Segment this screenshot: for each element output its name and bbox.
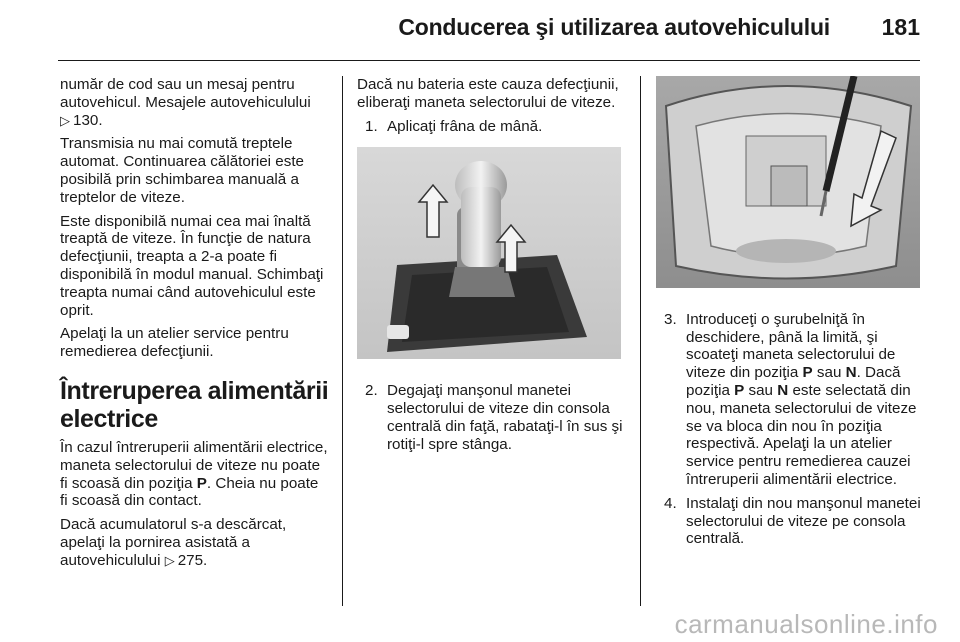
bold-label: P [734, 381, 745, 399]
paragraph-text: număr de cod sau un mesaj pentru autovehicul. Mesajele autovehiculului [60, 76, 311, 111]
step-text: Degajaţi manşonul manetei selectorului de viteze din consola centrală din faţă, rabataţi-l în sus şi rotiţi-l spre stânga. [387, 382, 623, 453]
paragraph: Apelaţi la un atelier service pentru remedierea defecţiunii. [60, 325, 289, 361]
page-reference[interactable]: 275. [177, 551, 208, 569]
step-number: 1. [365, 117, 378, 135]
column-divider [640, 76, 641, 606]
paragraph [60, 516, 330, 569]
step-number: 3. [664, 310, 677, 328]
bold-label: N [777, 381, 789, 399]
gear-selector-illustration [357, 147, 621, 359]
page-reference[interactable]: 130. [73, 111, 103, 129]
arrow-reference-icon: ▷ [60, 112, 70, 128]
column-3 [656, 76, 926, 554]
step-item [664, 495, 926, 548]
header-title: Conducerea şi utilizarea autovehiculului [398, 14, 830, 40]
paragraph [60, 439, 330, 510]
section-heading: Întreruperea alimentării electrice [60, 376, 329, 433]
step-number: 2. [365, 382, 378, 400]
header-rule [58, 60, 920, 61]
paragraph-text: Dacă acumulatorul s-a descărcat, apelaţi la pornirea asistată a autovehiculului [60, 516, 287, 569]
bold-label: P [196, 474, 207, 492]
arrow-reference-icon: ▷ [164, 552, 175, 568]
paragraph-text: . Cheia nu poate fi scoasă din contact. [60, 474, 319, 510]
column-divider [342, 76, 343, 606]
step-item [365, 118, 629, 136]
paragraph: Transmisia nu mai comută treptele automat. Continuarea călătoriei este posibilă prin schimbarea manuală a treptelor de viteze. [60, 135, 304, 206]
step-item [664, 311, 926, 489]
bold-label: P [802, 364, 813, 382]
step-text: Introduceţi o şurubelniţă în deschidere, până la limită, şi scoateţi maneta selectorului de viteze din poziţia P sau N. Dacă poziţia P sau N este selectată din nou, maneta selectorului de viteze se va bloca din nou în poziţia respectivă. Apelaţi la un atelier service pentru remedierea cauzei întreruperii alimentării electrice. [686, 310, 917, 488]
paragraph-text: În cazul întreruperii alimentării electrice, maneta selectorului de viteze nu poate fi scoasă din poziţia [60, 438, 328, 492]
paragraph: Dacă nu bateria este cauza defecţiunii, eliberaţi maneta selectorului de viteze. [357, 76, 619, 111]
step-text: Aplicaţi frâna de mână. [387, 117, 543, 135]
bold-label: N [845, 364, 857, 382]
step-item [365, 382, 629, 453]
paragraph: Este disponibilă numai cea mai înaltă treaptă de viteze. În funcţie de natura defecţiunii, treapta a 2-a poate fi disponibilă în modul manual. Schimbaţi treapta numai când autovehiculul este oprit. [60, 212, 324, 319]
column-1 [60, 76, 330, 576]
column-2 [357, 76, 629, 459]
page-number: 181 [881, 14, 920, 40]
watermark: carmanualsonline.info [674, 609, 938, 639]
step-text: Instalaţi din nou manşonul manetei selectorului de viteze pe consola centrală. [686, 494, 921, 548]
screwdriver-illustration [656, 76, 920, 288]
step-number: 4. [664, 494, 677, 512]
paragraph [60, 76, 330, 129]
